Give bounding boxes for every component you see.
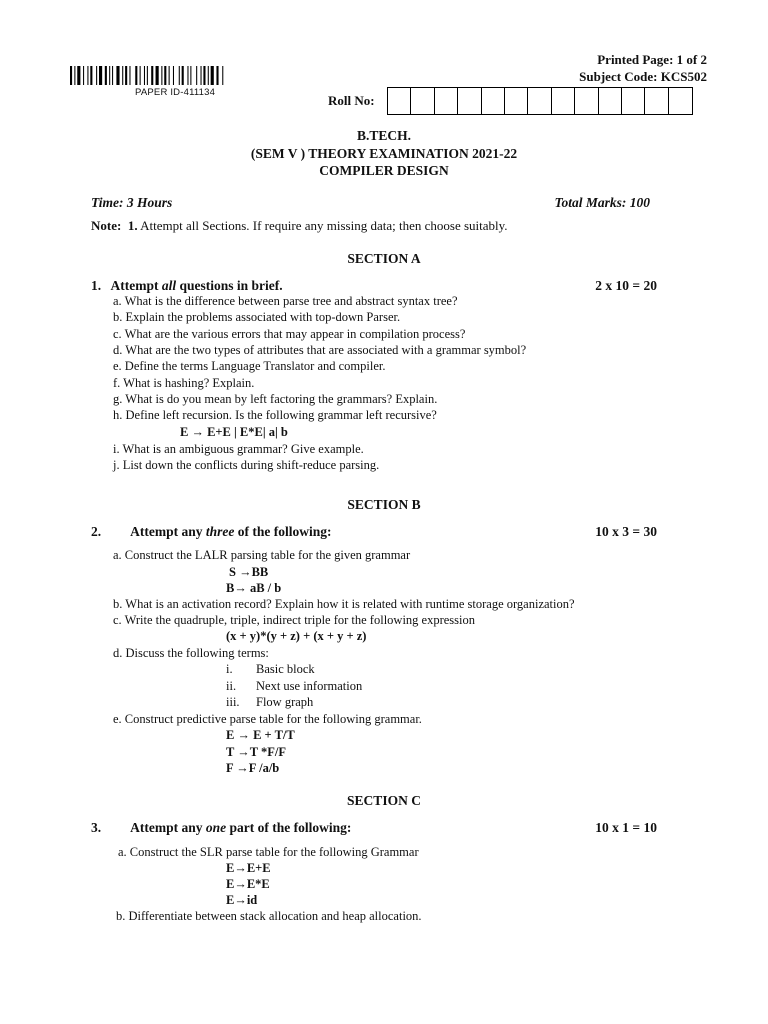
note-number: 1. <box>127 218 138 233</box>
question-3-emphasis: one <box>205 820 227 835</box>
q1-item-f: f. What is hashing? Explain. <box>113 376 255 390</box>
q2-a-rule-1: S →BB <box>229 565 269 579</box>
q2-a-rule-2: B→ aB / b <box>226 581 282 595</box>
q1-item-g: g. What is do you mean by left factoring the grammars? Explain. <box>113 392 438 406</box>
q1-item-e: e. Define the terms Language Translator and compiler. <box>113 359 386 373</box>
roll-number-cell[interactable] <box>435 88 458 114</box>
roll-number-cell[interactable] <box>669 88 692 114</box>
section-b-heading: SECTION B <box>347 497 421 512</box>
question-1-heading <box>91 278 283 294</box>
q3-a-rule-3: E→id <box>226 893 258 907</box>
q2-d-term-2 <box>226 679 362 694</box>
term-number: ii. <box>226 679 237 693</box>
note-label: Note: <box>91 218 122 233</box>
question-1-pre: Attempt <box>110 278 159 293</box>
q1-item-d: d. What are the two types of attributes that are associated with a grammar symbol? <box>113 343 527 357</box>
q3-a-rule-2: E→E*E <box>226 877 270 891</box>
degree-title: B.TECH. <box>356 128 411 143</box>
q3-item-b: b. Differentiate between stack allocation and heap allocation. <box>116 909 422 923</box>
q2-item-e: e. Construct predictive parse table for the following grammar. <box>113 712 422 726</box>
exam-time: Time: 3 Hours <box>91 195 173 210</box>
question-3-heading <box>91 820 351 836</box>
question-2-emphasis: three <box>205 524 235 539</box>
roll-number-cell[interactable] <box>528 88 551 114</box>
q1-item-i: i. What is an ambiguous grammar? Give example. <box>113 442 364 456</box>
q2-item-a: a. Construct the LALR parsing table for the given grammar <box>113 548 411 562</box>
q2-item-b: b. What is an activation record? Explain how it is related with runtime storage organization? <box>113 597 575 611</box>
roll-number-cell[interactable] <box>505 88 528 114</box>
q3-item-a: a. Construct the SLR parse table for the following Grammar <box>118 845 419 859</box>
roll-number-cell[interactable] <box>482 88 505 114</box>
roll-number-cell[interactable] <box>599 88 622 114</box>
subject-code: Subject Code: KCS502 <box>579 69 707 84</box>
question-1-marks: 2 x 10 = 20 <box>595 278 657 293</box>
paper-id: PAPER ID-411134 <box>135 87 216 98</box>
note-line <box>91 218 508 234</box>
roll-number-cell[interactable] <box>622 88 645 114</box>
term-number: iii. <box>226 695 240 709</box>
question-1-post: questions in brief. <box>179 278 283 293</box>
q2-e-rule-1: E → E + T/T <box>226 728 295 742</box>
question-1-number: 1. <box>91 278 102 293</box>
roll-no-label: Roll No: <box>328 93 375 108</box>
q1-item-j: j. List down the conflicts during shift-reduce parsing. <box>113 458 380 472</box>
roll-number-boxes[interactable] <box>387 87 693 115</box>
roll-number-cell[interactable] <box>388 88 411 114</box>
barcode-graphic <box>70 66 292 86</box>
q2-e-rule-3: F →F /a/b <box>226 761 280 775</box>
roll-number-cell[interactable] <box>552 88 575 114</box>
roll-number-cell[interactable] <box>575 88 598 114</box>
roll-number-cell[interactable] <box>411 88 434 114</box>
subject-title: COMPILER DESIGN <box>319 163 449 178</box>
note-text: Attempt all Sections. If require any missing data; then choose suitably. <box>140 218 508 233</box>
question-3-pre: Attempt any <box>130 820 203 835</box>
term-text: Next use information <box>256 679 363 693</box>
printed-page: Printed Page: 1 of 2 <box>597 52 707 67</box>
q2-item-c: c. Write the quadruple, triple, indirect triple for the following expression <box>113 613 476 627</box>
question-3-number: 3. <box>91 820 102 835</box>
section-c-heading: SECTION C <box>347 793 421 808</box>
term-text: Flow graph <box>256 695 314 709</box>
question-2-number: 2. <box>91 524 102 539</box>
q2-item-d: d. Discuss the following terms: <box>113 646 269 660</box>
question-2-marks: 10 x 3 = 30 <box>595 524 657 539</box>
q1-item-a: a. What is the difference between parse tree and abstract syntax tree? <box>113 294 458 308</box>
term-number: i. <box>226 662 233 676</box>
question-2-heading <box>91 524 332 540</box>
section-a-heading: SECTION A <box>347 251 421 266</box>
q1-item-h: h. Define left recursion. Is the following grammar left recursive? <box>113 408 437 422</box>
q2-e-rule-2: T →T *F/F <box>226 745 286 759</box>
roll-number-cell[interactable] <box>458 88 481 114</box>
q3-a-rule-1: E→E+E <box>226 861 271 875</box>
question-2-pre: Attempt any <box>130 524 203 539</box>
q1-item-b: b. Explain the problems associated with top-down Parser. <box>113 310 401 324</box>
roll-number-cell[interactable] <box>645 88 668 114</box>
q2-c-expression: (x + y)*(y + z) + (x + y + z) <box>226 629 367 643</box>
q1-item-c: c. What are the various errors that may appear in compilation process? <box>113 327 466 341</box>
question-3-post: part of the following: <box>229 820 352 835</box>
q1-grammar-h: E → E+E | E*E| a| b <box>180 425 288 439</box>
q2-d-term-3 <box>226 695 313 710</box>
exam-title: (SEM V ) THEORY EXAMINATION 2021-22 <box>250 146 518 161</box>
question-2-post: of the following: <box>237 524 332 539</box>
total-marks: Total Marks: 100 <box>554 195 650 210</box>
question-1-emphasis: all <box>161 278 177 293</box>
question-3-marks: 10 x 1 = 10 <box>595 820 657 835</box>
q2-d-term-1 <box>226 662 315 677</box>
term-text: Basic block <box>256 662 315 676</box>
